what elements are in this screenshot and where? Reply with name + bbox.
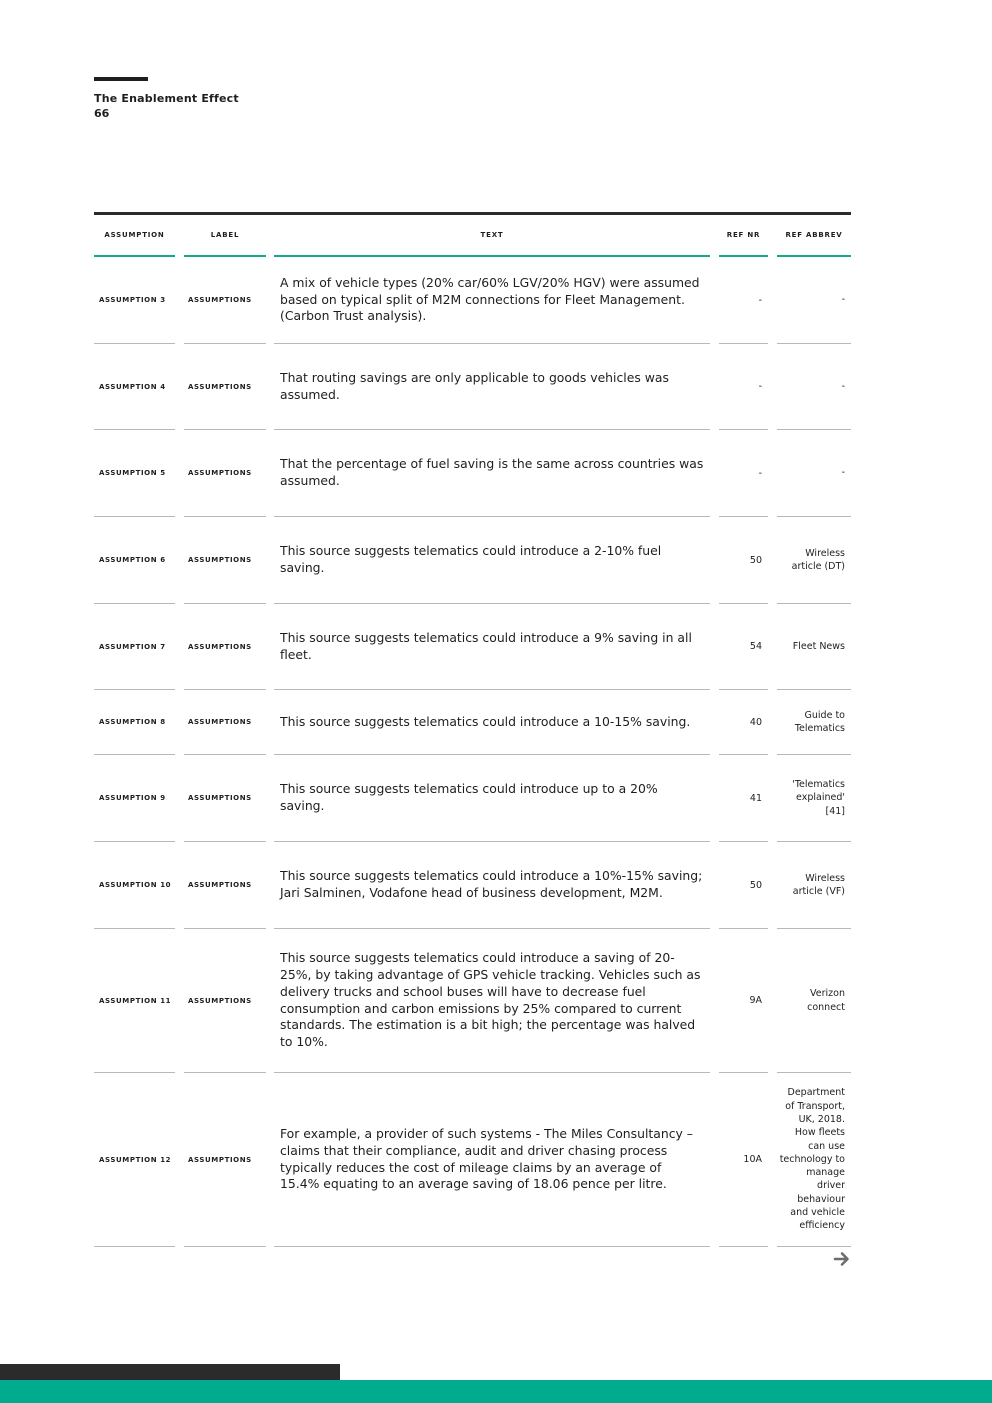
assumption-id: ASSUMPTION 10 bbox=[99, 881, 172, 889]
assumption-label: ASSUMPTIONS bbox=[188, 1155, 252, 1164]
assumption-text: This source suggests telematics could introduce up to a 20% saving. bbox=[280, 781, 658, 813]
assumption-label: ASSUMPTIONS bbox=[188, 718, 252, 726]
assumption-text: This source suggests telematics could introduce a saving of 20-25%, by taking advantage of GPS vehicle tracking. Vehicles such as delivery trucks and school buses will have to decrease fuel consumption and carbon emissions by 25% compared to current standards. The estimation is a bit high; the percentage was halved to 10%. bbox=[280, 950, 701, 1050]
ref-nr: - bbox=[719, 430, 768, 517]
assumption-text: For example, a provider of such systems - The Miles Consultancy – claims that their compliance, audit and driver chasing process typically reduces the cost of mileage claims by an average of 15.4% equating to an average saving of 18.06 pence per litre. bbox=[280, 1125, 693, 1192]
ref-abbrev: Verizon connect bbox=[777, 929, 851, 1073]
ref-nr: 50 bbox=[719, 517, 768, 604]
header-rule bbox=[94, 77, 148, 81]
ref-nr: - bbox=[719, 257, 768, 344]
ref-abbrev: Fleet News bbox=[777, 604, 851, 690]
assumption-id: ASSUMPTION 12 bbox=[99, 1155, 172, 1164]
ref-abbrev: Wireless article (DT) bbox=[777, 517, 851, 604]
ref-nr: - bbox=[719, 344, 768, 430]
table-row bbox=[94, 604, 851, 690]
document-title: The Enablement Effect bbox=[94, 92, 239, 105]
ref-abbrev: Department of Transport, UK, 2018. How fleets can use technology to manage driver behaviour and vehicle efficiency bbox=[777, 1073, 851, 1247]
table-row bbox=[94, 257, 851, 344]
ref-nr: 54 bbox=[719, 604, 768, 690]
assumption-label: ASSUMPTIONS bbox=[188, 382, 252, 391]
assumption-label: ASSUMPTIONS bbox=[188, 642, 252, 651]
table-row bbox=[94, 344, 851, 430]
assumption-text: This source suggests telematics could introduce a 2-10% fuel saving. bbox=[280, 543, 662, 575]
table-row bbox=[94, 517, 851, 604]
assumption-id: ASSUMPTION 9 bbox=[99, 794, 166, 802]
table-row bbox=[94, 842, 851, 929]
assumption-text: This source suggests telematics could introduce a 9% saving in all fleet. bbox=[280, 629, 692, 662]
page-number: 66 bbox=[94, 107, 110, 120]
ref-nr: 50 bbox=[719, 842, 768, 929]
column-header-ref-abbrev: REF ABBREV bbox=[777, 215, 851, 257]
assumption-text: A mix of vehicle types (20% car/60% LGV/20% HGV) were assumed based on typical split of M2M connections for Fleet Management. (Carbon Trust analysis). bbox=[280, 274, 700, 324]
assumption-id: ASSUMPTION 5 bbox=[99, 469, 166, 477]
table-row bbox=[94, 1073, 851, 1247]
ref-abbrev: - bbox=[777, 257, 851, 344]
assumption-id: ASSUMPTION 7 bbox=[99, 642, 166, 651]
assumption-label: ASSUMPTIONS bbox=[188, 881, 252, 889]
footer-accent-bar bbox=[0, 1380, 992, 1403]
assumption-text: That the percentage of fuel saving is the same across countries was assumed. bbox=[280, 456, 704, 488]
assumption-label: ASSUMPTIONS bbox=[188, 794, 252, 802]
assumption-id: ASSUMPTION 11 bbox=[99, 996, 172, 1005]
table-row bbox=[94, 929, 851, 1073]
ref-nr: 40 bbox=[719, 690, 768, 755]
ref-abbrev: 'Telematics explained' [41] bbox=[777, 755, 851, 842]
ref-nr: 9A bbox=[719, 929, 768, 1073]
footer-dark-bar bbox=[0, 1364, 340, 1380]
assumption-label: ASSUMPTIONS bbox=[188, 296, 252, 304]
table-row bbox=[94, 430, 851, 517]
table-row bbox=[94, 690, 851, 755]
assumption-id: ASSUMPTION 8 bbox=[99, 718, 166, 726]
assumption-id: ASSUMPTION 6 bbox=[99, 556, 166, 564]
table-row bbox=[94, 755, 851, 842]
assumption-label: ASSUMPTIONS bbox=[188, 556, 252, 564]
ref-nr: 10A bbox=[719, 1073, 768, 1247]
column-header-ref-nr: REF NR bbox=[719, 215, 768, 257]
ref-nr: 41 bbox=[719, 755, 768, 842]
column-header-label: LABEL bbox=[184, 215, 266, 257]
assumption-text: That routing savings are only applicable to goods vehicles was assumed. bbox=[280, 369, 669, 402]
assumption-id: ASSUMPTION 4 bbox=[99, 382, 166, 391]
column-header-assumption: ASSUMPTION bbox=[94, 215, 175, 257]
assumption-label: ASSUMPTIONS bbox=[188, 469, 252, 477]
ref-abbrev: Wireless article (VF) bbox=[777, 842, 851, 929]
assumption-text: This source suggests telematics could introduce a 10%-15% saving; Jari Salminen, Vodafone head of business development, M2M. bbox=[280, 868, 703, 900]
assumption-id: ASSUMPTION 3 bbox=[99, 296, 166, 304]
ref-abbrev: - bbox=[777, 344, 851, 430]
assumption-label: ASSUMPTIONS bbox=[188, 996, 252, 1005]
column-header-text: TEXT bbox=[274, 215, 710, 257]
arrow-right-icon[interactable] bbox=[833, 1250, 851, 1268]
ref-abbrev: - bbox=[777, 430, 851, 517]
assumption-text: This source suggests telematics could introduce a 10-15% saving. bbox=[280, 713, 691, 729]
ref-abbrev: Guide to Telematics bbox=[777, 690, 851, 755]
